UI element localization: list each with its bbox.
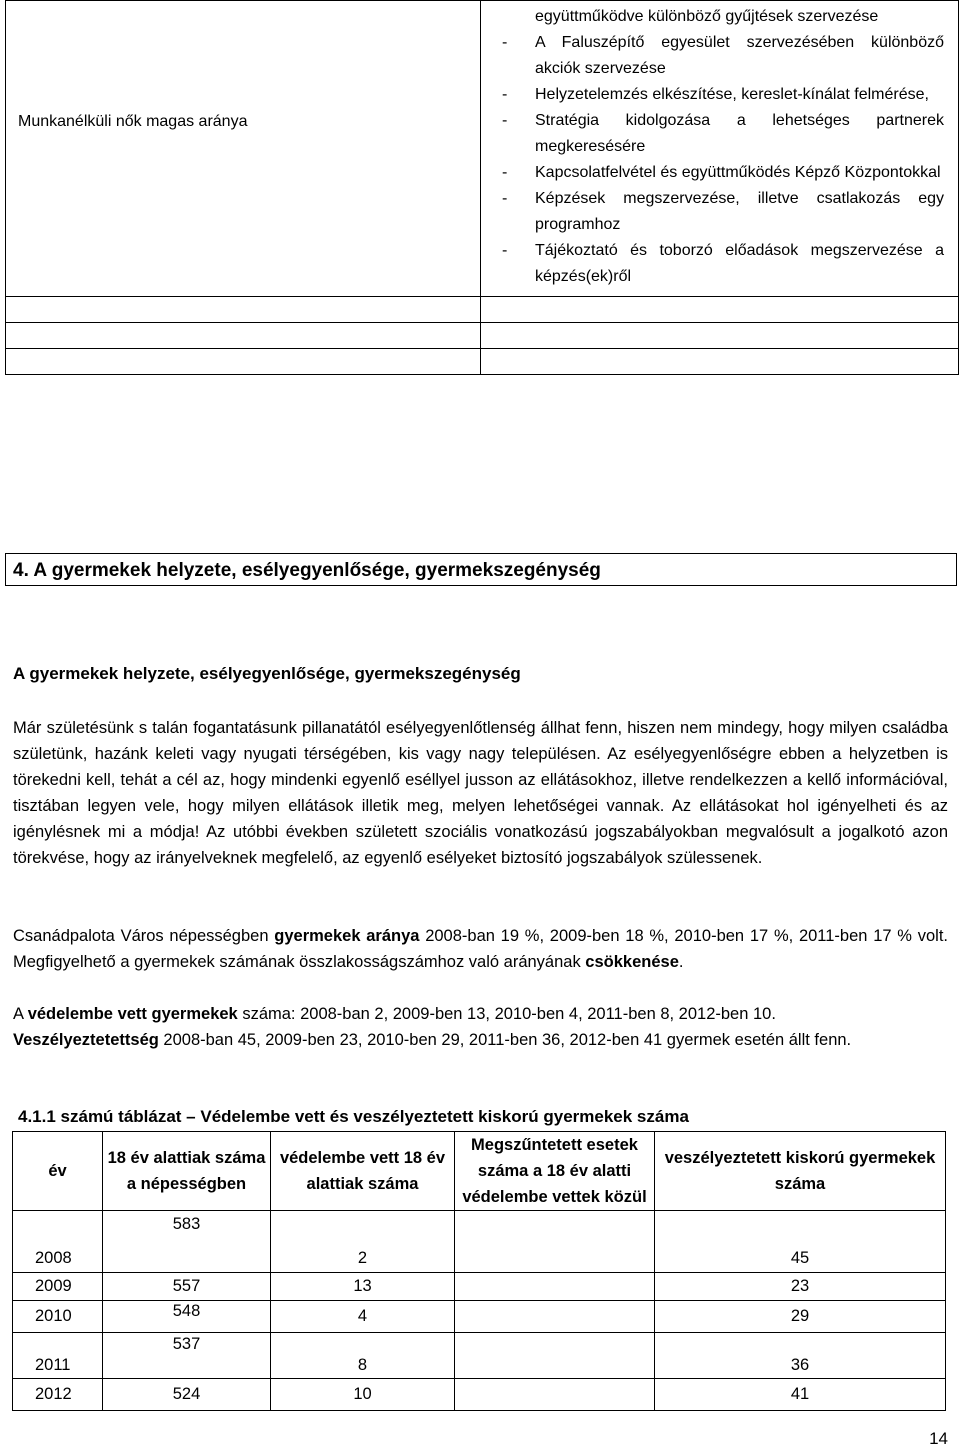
- table-row: [13, 1273, 946, 1301]
- actions-cell: [481, 1, 959, 297]
- cell-protected: 2: [271, 1211, 455, 1273]
- header-protected-under-18: védelembe vett 18 év alattiak száma: [271, 1132, 455, 1211]
- cell-endangered: 41: [655, 1379, 946, 1411]
- action-item: - A Faluszépítő egyesület szervezésében különböző akciók szervezése: [535, 30, 944, 82]
- paragraph-endangerment: Veszélyeztetettség 2008-ban 45, 2009-ben 23, 2010-ben 29, 2011-ben 36, 2012-ben 41 gyermek esetén állt fenn.: [13, 1031, 852, 1049]
- cell-terminated: [455, 1333, 655, 1379]
- action-item: együttműködve különböző gyűjtések szervezése: [535, 8, 879, 25]
- subheading: A gyermekek helyzete, esélyegyenlősége, gyermekszegénység: [13, 664, 521, 683]
- table-row: [13, 1301, 946, 1333]
- cell-protected: 10: [271, 1379, 455, 1411]
- cell-year: 2012: [13, 1379, 103, 1411]
- cell-endangered: 45: [655, 1211, 946, 1273]
- cell-year: 2011: [13, 1333, 103, 1379]
- cell-population: 583: [103, 1211, 271, 1273]
- cell-protected: 8: [271, 1333, 455, 1379]
- table-header-row: [13, 1132, 946, 1211]
- cell-population: 557: [103, 1273, 271, 1301]
- action-list: [481, 1, 958, 296]
- table-caption: 4.1.1 számú táblázat – Védelembe vett és veszélyeztetett kiskorú gyermekek száma: [18, 1107, 689, 1126]
- page-number: 14: [929, 1429, 948, 1448]
- section-heading: 4. A gyermekek helyzete, esélyegyenlősége, gyermekszegénység: [5, 553, 957, 586]
- header-population-under-18: 18 év alattiak száma a népességben: [103, 1132, 271, 1211]
- cell-population: 548: [103, 1301, 271, 1333]
- table-row: [13, 1211, 946, 1273]
- cell-terminated: [455, 1301, 655, 1333]
- action-plan-table: [5, 0, 959, 375]
- cell-population: 524: [103, 1379, 271, 1411]
- cell-protected: 13: [271, 1273, 455, 1301]
- children-data-table: [12, 1131, 946, 1411]
- action-item: - Kapcsolatfelvétel és együttműködés Képző Központokkal: [535, 160, 944, 186]
- cell-year: 2010: [13, 1301, 103, 1333]
- header-endangered-minors: veszélyeztetett kiskorú gyermekek száma: [655, 1132, 946, 1211]
- table-row: [13, 1333, 946, 1379]
- problem-cell: [6, 1, 481, 297]
- cell-terminated: [455, 1379, 655, 1411]
- paragraph-intro: Már születésünk s talán fogantatásunk pillanatától esélyegyenlőtlenség állhat fenn, hiszen nem mindegy, hogy milyen családba születünk, hazánk keleti vagy nyugati térségében, kis vagy nagy településen. Az esélyegyenlőségre ebben a helyzetben is törekedni kell, tehát a cél az, hogy mindenki egyenlő eséllyel jusson az ellátásokhoz, illetve rendelkezzen a kellő információval, tisztában legyen vele, hogy milyen ellátások illetik meg, melyen lehetőségei vannak. Az ellátásokat hol igényelheti és az igénylésnek mi a módja! Az utóbbi években született szociális vonatkozású jogszabályokban megvalósult a jogalkotó azon törekvése, hogy az irányelveknek megfelelő, az egyenlő esélyeket biztosító jogszabályok szülessenek.: [13, 719, 948, 867]
- cell-endangered: 36: [655, 1333, 946, 1379]
- cell-terminated: [455, 1211, 655, 1273]
- problem-text: Munkanélküli nők magas aránya: [18, 113, 248, 130]
- header-year: év: [13, 1132, 103, 1211]
- cell-population: 537: [103, 1333, 271, 1379]
- header-terminated-cases: Megszűntetett esetek száma a 18 év alatti védelembe vettek közül: [455, 1132, 655, 1211]
- paragraph-protected-children: A védelembe vett gyermekek száma: 2008-ban 2, 2009-ben 13, 2010-ben 4, 2011-ben 8, 2012-ben 10.: [13, 1005, 776, 1023]
- cell-year: 2008: [13, 1211, 103, 1273]
- action-item: - Stratégia kidolgozása a lehetséges partnerek megkeresésére: [535, 108, 944, 160]
- table-row: [13, 1379, 946, 1411]
- cell-year: 2009: [13, 1273, 103, 1301]
- table-row: [6, 323, 959, 349]
- action-item: - Tájékoztató és toborzó előadások megszervezése a képzés(ek)ről: [535, 238, 944, 290]
- cell-protected: 4: [271, 1301, 455, 1333]
- cell-endangered: 29: [655, 1301, 946, 1333]
- paragraph-child-ratio: Csanádpalota Város népességben gyermekek aránya 2008-ban 19 %, 2009-ben 18 %, 2010-ben 17 %, 2011-ben 17 % volt. Megfigyelhető a gyermekek számának összlakosságszámhoz való arányának csökkenése.: [13, 927, 948, 971]
- cell-endangered: 23: [655, 1273, 946, 1301]
- table-row: [6, 349, 959, 375]
- action-item: - Helyzetelemzés elkészítése, kereslet-kínálat felmérése,: [535, 82, 944, 108]
- cell-terminated: [455, 1273, 655, 1301]
- table-row: [6, 1, 959, 297]
- action-item: - Képzések megszervezése, illetve csatlakozás egy programhoz: [535, 186, 944, 238]
- table-row: [6, 297, 959, 323]
